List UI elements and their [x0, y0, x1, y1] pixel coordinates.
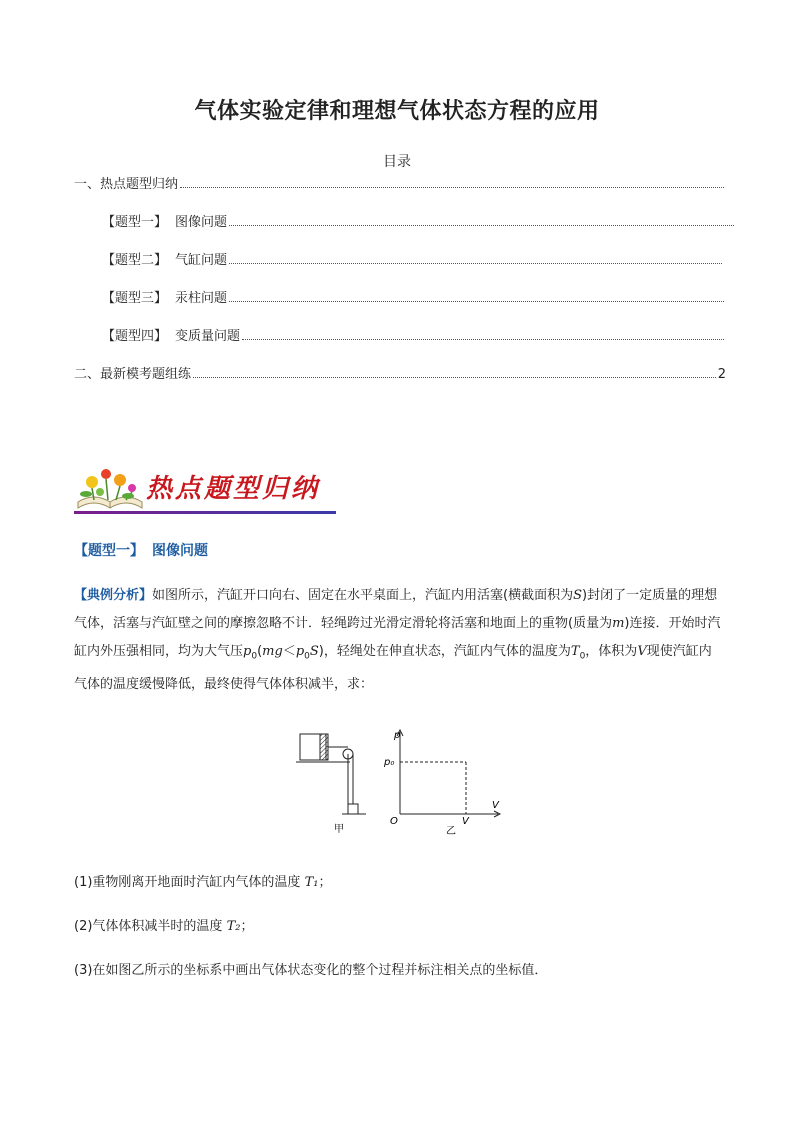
tick-label-p0: p₀	[384, 757, 395, 768]
toc-item-type-4[interactable]	[102, 326, 726, 344]
section-heading	[74, 540, 208, 560]
example-text: ，轻绳处在伸直状态，汽缸内气体的温度为	[323, 644, 571, 659]
toc-item-hot-topics[interactable]	[74, 174, 726, 192]
example-tag: 【典例分析】	[74, 588, 153, 603]
question-2: (2)气体体积减半时的温度 T₂；	[74, 919, 254, 934]
toc-item-type-1[interactable]	[102, 212, 736, 230]
toc-label: 气缸问题	[175, 253, 228, 268]
section-title: 图像问题	[152, 543, 208, 559]
toc-item-type-3[interactable]	[102, 288, 726, 306]
toc-prefix: 【题型四】	[102, 329, 168, 344]
book-flowers-icon	[74, 462, 146, 512]
toc-prefix: 二、	[74, 367, 101, 382]
example-paragraph: 【典例分析】如图所示，汽缸开口向右、固定在水平桌面上，汽缸内用活塞(横截面积为S)封闭了一定质量的理想气体，活塞与汽缸壁之间的摩擦忽略不计．轻绳跨过光滑定滑轮将活塞和地面上的重物(质量为m)连接．开始时汽缸内外压强相同，均为大气压$p_0(mg<p_0S)$，轻绳处在伸直状态，汽缸内气体的温度为$T_0$，体积为V现使汽缸内气体的温度缓慢降低，最终使得气体体积减半，求：	[74, 588, 721, 692]
banner-title: 热点题型归纳	[146, 474, 321, 504]
example-text: 现使汽缸内气体的温度缓慢降低，最终使得气体体积减半，求：	[74, 644, 712, 692]
var-m: m	[612, 616, 625, 631]
question-1: (1)重物刚离开地面时汽缸内气体的温度 T₁；	[74, 875, 332, 890]
example-text: ，体积为	[585, 644, 638, 659]
toc-label: 变质量问题	[175, 329, 241, 344]
toc-leader	[193, 377, 716, 378]
axis-label-v: V	[492, 800, 499, 811]
var-t0: T	[570, 644, 580, 659]
figure-label-b: 乙	[446, 826, 456, 837]
figure-label-a: 甲	[334, 824, 344, 835]
toc-label: 最新模考题组练	[100, 367, 192, 382]
page-title: 气体实验定律和理想气体状态方程的应用	[194, 98, 600, 124]
toc-page: 2	[717, 367, 726, 382]
toc-label: 图像问题	[175, 215, 228, 230]
question-3: (3)在如图乙所示的坐标系中画出气体状态变化的整个过程并标注相关点的坐标值．	[74, 963, 548, 978]
toc-prefix: 【题型三】	[102, 291, 168, 306]
toc-leader	[229, 225, 734, 226]
toc-label: 热点题型归纳	[100, 177, 179, 192]
var-v: V	[637, 644, 647, 659]
pv-graph	[397, 730, 500, 817]
origin-label: O	[390, 816, 398, 827]
toc-label: 汞柱问题	[175, 291, 228, 306]
toc-item-mock-exams[interactable]	[74, 364, 726, 382]
axis-label-p: p	[394, 730, 401, 741]
toc-leader	[242, 339, 724, 340]
var-p0: p	[243, 644, 252, 659]
toc-leader	[180, 187, 724, 188]
section-banner	[74, 462, 336, 518]
cylinder-diagram	[296, 734, 366, 814]
var-s: S	[573, 588, 582, 603]
example-text: )连接．开始时汽缸内外压强相同，均为大气压	[74, 616, 721, 659]
section-tag: 【题型一】	[74, 543, 144, 559]
toc-leader	[229, 263, 722, 264]
example-text: )封闭了一定质量的理想气体，活塞与汽缸壁之间的摩擦忽略不计．轻绳跨过光滑定滑轮将活塞和地面上的重物(质量为	[74, 588, 718, 631]
toc-heading: 目录	[383, 154, 411, 170]
toc-leader	[229, 301, 724, 302]
toc-item-type-2[interactable]	[102, 250, 724, 268]
banner-underline	[74, 511, 336, 514]
toc-prefix: 【题型二】	[102, 253, 168, 268]
toc-prefix: 一、	[74, 177, 101, 192]
example-text: 如图所示，汽缸开口向右、固定在水平桌面上，汽缸内用活塞(横截面积为	[152, 588, 574, 603]
tick-label-v: V	[462, 816, 469, 827]
toc-prefix: 【题型一】	[102, 215, 168, 230]
figure-diagrams	[290, 728, 510, 838]
